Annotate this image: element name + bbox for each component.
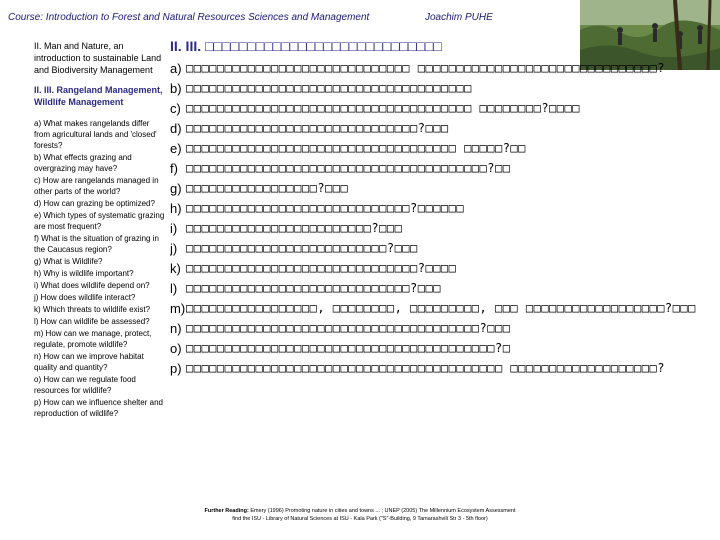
question-row	[170, 260, 718, 277]
sidebar-question: a) What makes rangelands differ from agricultural lands and 'closed' forests?	[34, 119, 157, 150]
question-text: □□□□□□□□□□□□□□□□□, □□□□□□□□, □□□□□□□□□, □□□ □□□□□□□□□□□□□□□□□□?□□□	[186, 301, 696, 315]
question-text: □□□□□□□□□□□□□□□□□□□□□□□□□□□□□□□□□□□□□ □□□□□□□□?□□□□	[186, 101, 580, 115]
course-header: Course: Introduction to Forest and Natural Resources Sciences and Management	[8, 12, 370, 23]
sidebar-question: m) How can we manage, protect, regulate, promote wildlife?	[34, 329, 152, 349]
question-label: h)	[170, 201, 182, 216]
question-row	[170, 180, 718, 197]
question-label: f)	[170, 161, 178, 176]
question-label: j)	[170, 241, 178, 256]
question-row	[170, 320, 718, 337]
question-label: e)	[170, 141, 182, 156]
question-text: □□□□□□□□□□□□□□□□□□□□□□□□□□□□□ □□□□□□□□□□□□□□□□□□□□□□□□□□□□□□□?	[186, 61, 665, 75]
question-label: o)	[170, 341, 182, 356]
question-label: c)	[170, 101, 181, 116]
question-row	[170, 220, 718, 237]
main-content	[170, 36, 718, 380]
question-text: □□□□□□□□□□□□□□□□□?□□□	[186, 181, 349, 195]
author-name: Joachim PUHE	[425, 12, 493, 23]
question-row	[170, 360, 718, 377]
question-row	[170, 200, 718, 217]
library-note: find the ISU - Library of Natural Sciences at ISU - Kala Park ("S"-Building, 9 Tamarashvili Str 3 - 5th floor)	[232, 516, 488, 522]
question-text: □□□□□□□□□□□□□□□□□□□□□□□□□□□□□□□□□□□□□□□□□ □□□□□□□□□□□□□□□□□□□?	[186, 361, 665, 375]
sidebar-question: h) Why is wildlife important?	[34, 269, 134, 278]
sidebar-question: f) What is the situation of grazing in the Caucasus region?	[34, 234, 159, 254]
question-row	[170, 100, 718, 117]
main-title: II. III. □□□□□□□□□□□□□□□□□□□□□□□□□□□□	[170, 38, 442, 54]
sidebar-question-list	[34, 118, 166, 419]
question-label: n)	[170, 321, 182, 336]
sidebar-question: d) How can grazing be optimized?	[34, 199, 155, 208]
question-label: i)	[170, 221, 178, 236]
question-text: □□□□□□□□□□□□□□□□□□□□□□□□□□?□□□	[186, 241, 418, 255]
question-label: d)	[170, 121, 182, 136]
sidebar-subsection-title: II. III. Rangeland Management, Wildlife Management	[34, 85, 163, 107]
question-text: □□□□□□□□□□□□□□□□□□□□□□□□□□□□□□□□□□□□□	[186, 81, 472, 95]
sidebar-question: k) Which threats to wildlife exist?	[34, 305, 151, 314]
question-label: a)	[170, 61, 182, 76]
question-text: □□□□□□□□□□□□□□□□□□□□□□□□□□□□□□□□□□□□□□□?□□	[186, 161, 511, 175]
question-label: g)	[170, 181, 182, 196]
question-text: □□□□□□□□□□□□□□□□□□□□□□□□□□□□□□□□□□□□□□□□?□	[186, 341, 511, 355]
question-row	[170, 60, 718, 77]
further-reading-text: Emery (1996) Promoting nature in cities and towns ... ; UNEP (2005) The Millennium Ecosystem Assessment	[250, 508, 516, 514]
further-reading-label: Further Reading:	[204, 508, 249, 514]
question-text: □□□□□□□□□□□□□□□□□□□□□□□□?□□□	[186, 221, 403, 235]
question-row	[170, 300, 718, 317]
question-row	[170, 340, 718, 357]
sidebar-question: l) How can wildlife be assessed?	[34, 317, 150, 326]
question-label: p)	[170, 361, 182, 376]
question-text: □□□□□□□□□□□□□□□□□□□□□□□□□□□□□□□□□□□ □□□□□?□□	[186, 141, 526, 155]
question-text: □□□□□□□□□□□□□□□□□□□□□□□□□□□□□□□□□□□□□□?□□□	[186, 321, 511, 335]
sidebar-question: e) Which types of systematic grazing are most frequent?	[34, 211, 165, 231]
question-row	[170, 140, 718, 157]
sidebar-question: o) How can we regulate food resources for wildlife?	[34, 375, 136, 395]
footer	[0, 507, 720, 523]
sidebar-section-title: II. Man and Nature, an introduction to sustainable Land and Biodiversity Management	[34, 41, 162, 75]
question-label: b)	[170, 81, 182, 96]
sidebar-question: p) How can we influence shelter and reproduction of wildlife?	[34, 398, 163, 418]
question-row	[170, 80, 718, 97]
question-row	[170, 280, 718, 297]
sidebar	[34, 40, 166, 420]
question-text: □□□□□□□□□□□□□□□□□□□□□□□□□□□□□□?□□□□	[186, 261, 457, 275]
question-row	[170, 160, 718, 177]
question-label: k)	[170, 261, 181, 276]
sidebar-question: c) How are rangelands managed in other parts of the world?	[34, 176, 159, 196]
question-text: □□□□□□□□□□□□□□□□□□□□□□□□□□□□□?□□□	[186, 281, 441, 295]
question-row	[170, 240, 718, 257]
question-row	[170, 120, 718, 137]
sidebar-question: i) What does wildlife depend on?	[34, 281, 150, 290]
question-label: m)	[170, 301, 186, 316]
sidebar-question: b) What effects grazing and overgrazing may have?	[34, 153, 132, 173]
translated-question-list	[170, 60, 718, 377]
question-text: □□□□□□□□□□□□□□□□□□□□□□□□□□□□□□?□□□	[186, 121, 449, 135]
further-reading	[0, 507, 720, 515]
question-text: □□□□□□□□□□□□□□□□□□□□□□□□□□□□□?□□□□□□	[186, 201, 465, 215]
question-label: l)	[170, 281, 178, 296]
sidebar-question: j) How does wildlife interact?	[34, 293, 136, 302]
sidebar-question: n) How can we improve habitat quality and quantity?	[34, 352, 144, 372]
sidebar-question: g) What is Wildlife?	[34, 257, 103, 266]
